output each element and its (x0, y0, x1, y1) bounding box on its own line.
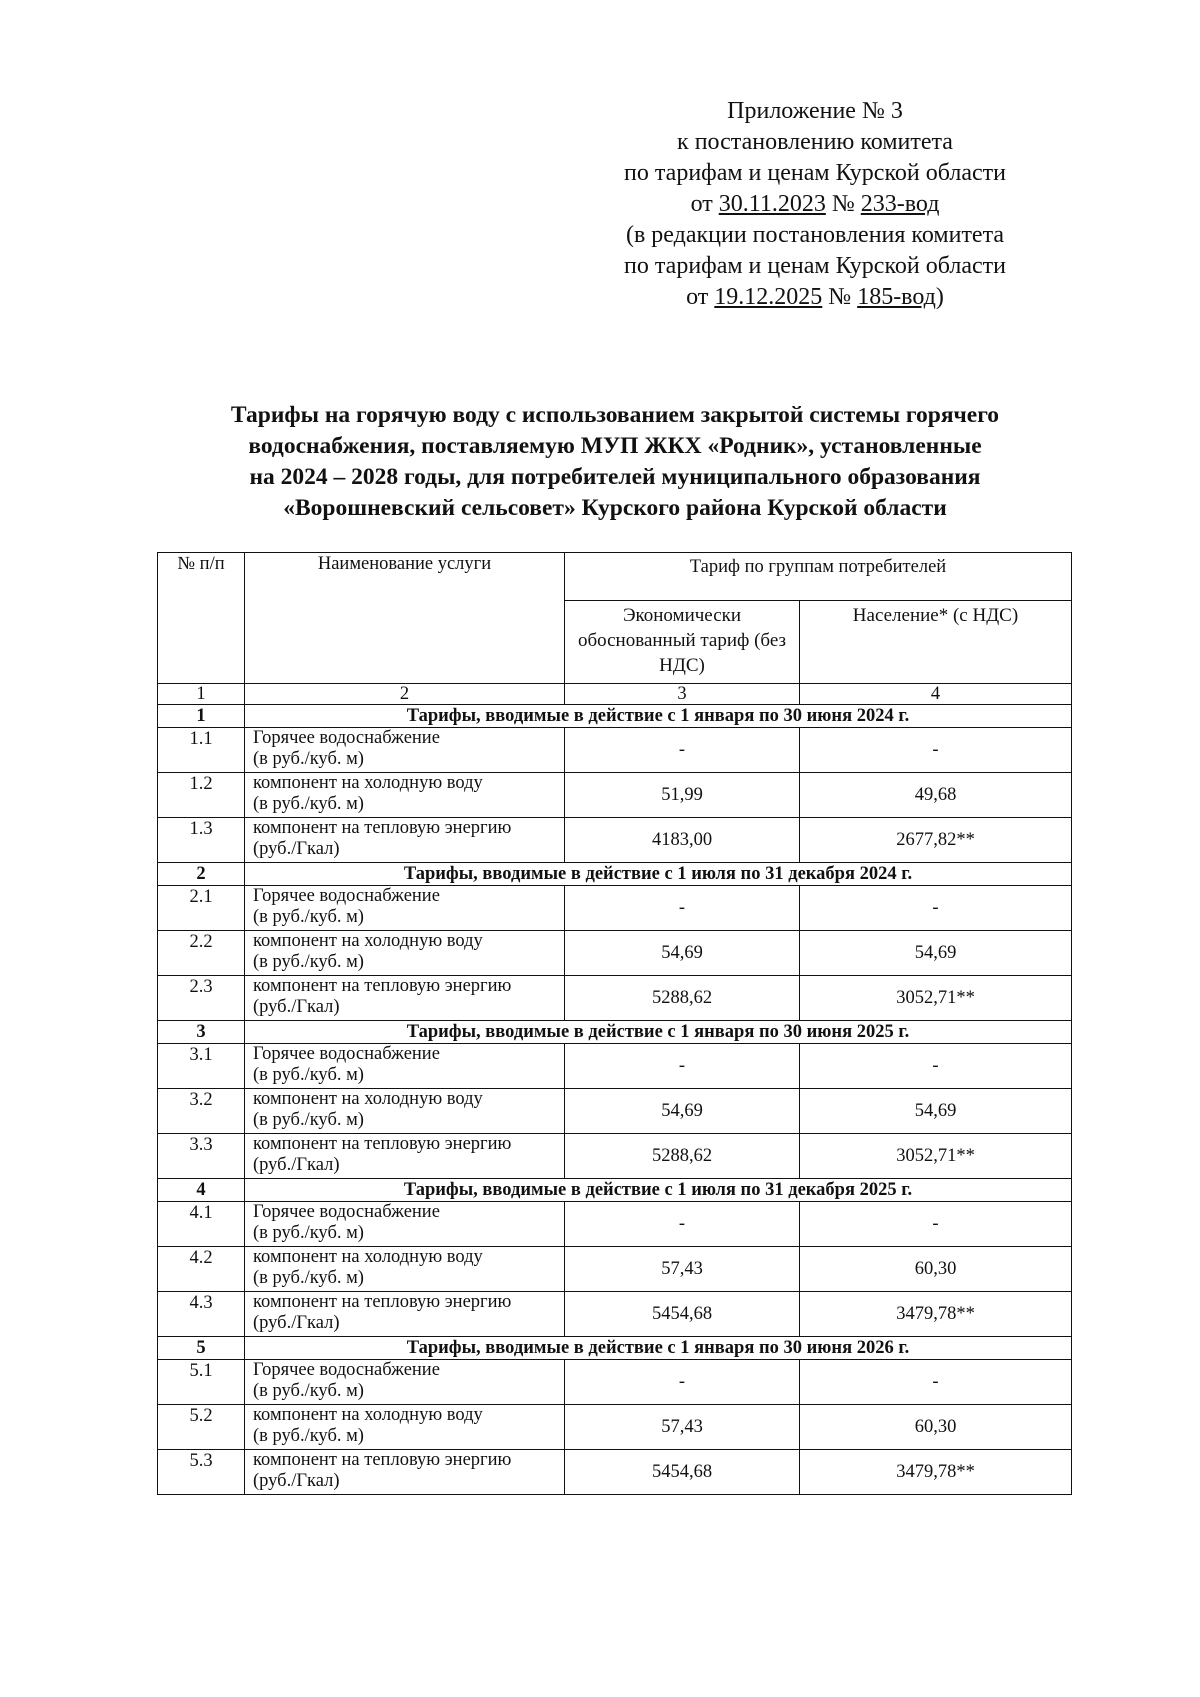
service-name (245, 773, 565, 818)
service-name-line-1: компонент на холодную воду (253, 1247, 483, 1267)
appendix-line-7-mid: № (822, 284, 858, 310)
row-number: 2.3 (158, 976, 245, 1021)
section-number: 3 (158, 1021, 245, 1044)
section-title: Тарифы, вводимые в действие с 1 июля по 31 декабря 2024 г. (245, 863, 1072, 886)
edition-date: 19.12.2025 (714, 284, 823, 310)
service-name-unit: (в руб./куб. м) (253, 1110, 364, 1130)
appendix-line-4-prefix: от (690, 191, 719, 217)
row-number: 1.2 (158, 773, 245, 818)
service-name-line-1: компонент на тепловую энергию (253, 1134, 512, 1154)
table-row (158, 1247, 1072, 1292)
section-row (158, 863, 1072, 886)
appendix-line-4-mid: № (825, 191, 861, 217)
economic-tariff-value: - (565, 1202, 800, 1247)
service-name-line-1: компонент на тепловую энергию (253, 1450, 512, 1470)
service-name-line-1: Горячее водоснабжение (253, 1202, 440, 1222)
population-tariff-value: 49,68 (800, 773, 1072, 818)
service-name-unit: (в руб./куб. м) (253, 1268, 364, 1288)
economic-tariff-value: 51,99 (565, 773, 800, 818)
service-name-line-1: компонент на холодную воду (253, 773, 483, 793)
service-name-unit: (руб./Гкал) (253, 1155, 340, 1175)
section-title: Тарифы, вводимые в действие с 1 июля по 31 декабря 2025 г. (245, 1179, 1072, 1202)
economic-tariff-value: 4183,00 (565, 818, 800, 863)
appendix-line-4 (590, 189, 1040, 220)
service-name-unit: (в руб./куб. м) (253, 952, 364, 972)
population-tariff-value: 60,30 (800, 1405, 1072, 1450)
row-number: 4.2 (158, 1247, 245, 1292)
tariff-table (157, 552, 1072, 1495)
section-title: Тарифы, вводимые в действие с 1 января по 30 июня 2026 г. (245, 1337, 1072, 1360)
title-line-4: «Ворошневский сельсовет» Курского района Курской области (283, 495, 947, 521)
service-name-unit: (руб./Гкал) (253, 1471, 340, 1491)
table-row (158, 1450, 1072, 1495)
service-name (245, 1202, 565, 1247)
appendix-line-2: к постановлению комитета (677, 129, 953, 155)
table-row (158, 1044, 1072, 1089)
table-header-row (158, 553, 1072, 601)
population-tariff-value: - (800, 1202, 1072, 1247)
population-tariff-value: - (800, 728, 1072, 773)
table-row (158, 818, 1072, 863)
row-number: 4.3 (158, 1292, 245, 1337)
service-name-line-1: Горячее водоснабжение (253, 1044, 440, 1064)
column-number-3: 3 (565, 684, 800, 705)
row-number: 3.3 (158, 1134, 245, 1179)
economic-tariff-value: 5288,62 (565, 976, 800, 1021)
table-row (158, 1292, 1072, 1337)
population-tariff-value: 3479,78** (800, 1450, 1072, 1495)
service-name (245, 1405, 565, 1450)
row-number: 5.1 (158, 1360, 245, 1405)
service-name-unit: (руб./Гкал) (253, 839, 340, 859)
section-number: 2 (158, 863, 245, 886)
appendix-line-6: по тарифам и ценам Курской области (624, 253, 1006, 279)
section-row (158, 1021, 1072, 1044)
population-tariff-value: 60,30 (800, 1247, 1072, 1292)
service-name (245, 886, 565, 931)
resolution-number: 233-вод (860, 191, 940, 217)
service-name (245, 1089, 565, 1134)
resolution-date: 30.11.2023 (718, 191, 826, 217)
economic-tariff-value: - (565, 1360, 800, 1405)
population-tariff-value: 2677,82** (800, 818, 1072, 863)
section-number: 4 (158, 1179, 245, 1202)
economic-tariff-value: 54,69 (565, 1089, 800, 1134)
service-name-line-1: компонент на холодную воду (253, 931, 483, 951)
service-name-unit: (в руб./куб. м) (253, 794, 364, 814)
service-name-unit: (в руб./куб. м) (253, 749, 364, 769)
table-row (158, 976, 1072, 1021)
table-row (158, 773, 1072, 818)
service-name-unit: (в руб./куб. м) (253, 907, 364, 927)
column-number-2: 2 (245, 684, 565, 705)
economic-tariff-value: 5454,68 (565, 1292, 800, 1337)
service-name-line-1: Горячее водоснабжение (253, 1360, 440, 1380)
row-number: 5.2 (158, 1405, 245, 1450)
service-name-unit: (в руб./куб. м) (253, 1381, 364, 1401)
service-name-line-1: компонент на тепловую энергию (253, 976, 512, 996)
service-name-line-1: Горячее водоснабжение (253, 728, 440, 748)
row-number: 1.1 (158, 728, 245, 773)
row-number: 3.2 (158, 1089, 245, 1134)
title-line-3: на 2024 – 2028 годы, для потребителей муниципального образования (249, 464, 981, 490)
section-row (158, 1179, 1072, 1202)
service-name-unit: (в руб./куб. м) (253, 1426, 364, 1446)
appendix-line-5: (в редакции постановления комитета (625, 222, 1005, 248)
economic-tariff-value: - (565, 886, 800, 931)
economic-tariff-value: 57,43 (565, 1247, 800, 1292)
table-row (158, 1089, 1072, 1134)
table-row (158, 1134, 1072, 1179)
table-row (158, 728, 1072, 773)
population-tariff-value: - (800, 1360, 1072, 1405)
header-service-name: Наименование услуги (245, 553, 565, 684)
section-title: Тарифы, вводимые в действие с 1 января по 30 июня 2024 г. (245, 705, 1072, 728)
row-number: 2.2 (158, 931, 245, 976)
appendix-title: Приложение № 3 (727, 98, 903, 124)
table-row (158, 1202, 1072, 1247)
population-tariff-value: 3052,71** (800, 976, 1072, 1021)
population-tariff-value: 3052,71** (800, 1134, 1072, 1179)
section-number: 1 (158, 705, 245, 728)
row-number: 1.3 (158, 818, 245, 863)
service-name-line-1: компонент на холодную воду (253, 1089, 483, 1109)
table-row (158, 1360, 1072, 1405)
edition-number: 185-вод (857, 284, 936, 310)
population-tariff-value: 54,69 (800, 1089, 1072, 1134)
appendix-block (590, 96, 1040, 313)
service-name-unit: (руб./Гкал) (253, 1313, 340, 1333)
title-line-2: водоснабжения, поставляемую МУП ЖКХ «Родник», установленные (248, 433, 982, 459)
service-name-unit: (в руб./куб. м) (253, 1223, 364, 1243)
economic-tariff-value: 5288,62 (565, 1134, 800, 1179)
service-name (245, 931, 565, 976)
population-tariff-value: - (800, 1044, 1072, 1089)
column-number-1: 1 (158, 684, 245, 705)
service-name (245, 818, 565, 863)
appendix-line-7-prefix: от (686, 284, 715, 310)
service-name-line-1: компонент на тепловую энергию (253, 818, 512, 838)
section-row (158, 1337, 1072, 1360)
table-row (158, 1405, 1072, 1450)
row-number: 3.1 (158, 1044, 245, 1089)
header-population-tariff: Население* (с НДС) (800, 601, 1072, 684)
service-name (245, 1292, 565, 1337)
row-number: 4.1 (158, 1202, 245, 1247)
section-row (158, 705, 1072, 728)
row-number: 5.3 (158, 1450, 245, 1495)
column-number-4: 4 (800, 684, 1072, 705)
economic-tariff-value: - (565, 728, 800, 773)
economic-tariff-value: - (565, 1044, 800, 1089)
service-name (245, 1134, 565, 1179)
service-name (245, 728, 565, 773)
document-title (150, 400, 1080, 524)
row-number: 2.1 (158, 886, 245, 931)
appendix-line-7 (590, 282, 1040, 313)
service-name (245, 1044, 565, 1089)
service-name (245, 1450, 565, 1495)
service-name-unit: (в руб./куб. м) (253, 1065, 364, 1085)
header-num: № п/п (158, 553, 245, 684)
appendix-line-3: по тарифам и ценам Курской области (624, 160, 1006, 186)
table-row (158, 931, 1072, 976)
header-economic-tariff: Экономически обоснованный тариф (без НДС) (565, 601, 800, 684)
header-tariff-groups: Тариф по группам потребителей (565, 553, 1072, 601)
service-name-line-1: компонент на холодную воду (253, 1405, 483, 1425)
service-name (245, 976, 565, 1021)
population-tariff-value: 54,69 (800, 931, 1072, 976)
population-tariff-value: 3479,78** (800, 1292, 1072, 1337)
section-title: Тарифы, вводимые в действие с 1 января по 30 июня 2025 г. (245, 1021, 1072, 1044)
economic-tariff-value: 54,69 (565, 931, 800, 976)
title-line-1: Тарифы на горячую воду с использованием закрытой системы горячего (230, 402, 1000, 428)
service-name-unit: (руб./Гкал) (253, 997, 340, 1017)
service-name (245, 1247, 565, 1292)
economic-tariff-value: 5454,68 (565, 1450, 800, 1495)
service-name-line-1: компонент на тепловую энергию (253, 1292, 512, 1312)
appendix-line-7-suffix: ) (935, 284, 944, 310)
table-row (158, 886, 1072, 931)
population-tariff-value: - (800, 886, 1072, 931)
economic-tariff-value: 57,43 (565, 1405, 800, 1450)
section-number: 5 (158, 1337, 245, 1360)
column-numbers-row (158, 684, 1072, 705)
service-name-line-1: Горячее водоснабжение (253, 886, 440, 906)
service-name (245, 1360, 565, 1405)
